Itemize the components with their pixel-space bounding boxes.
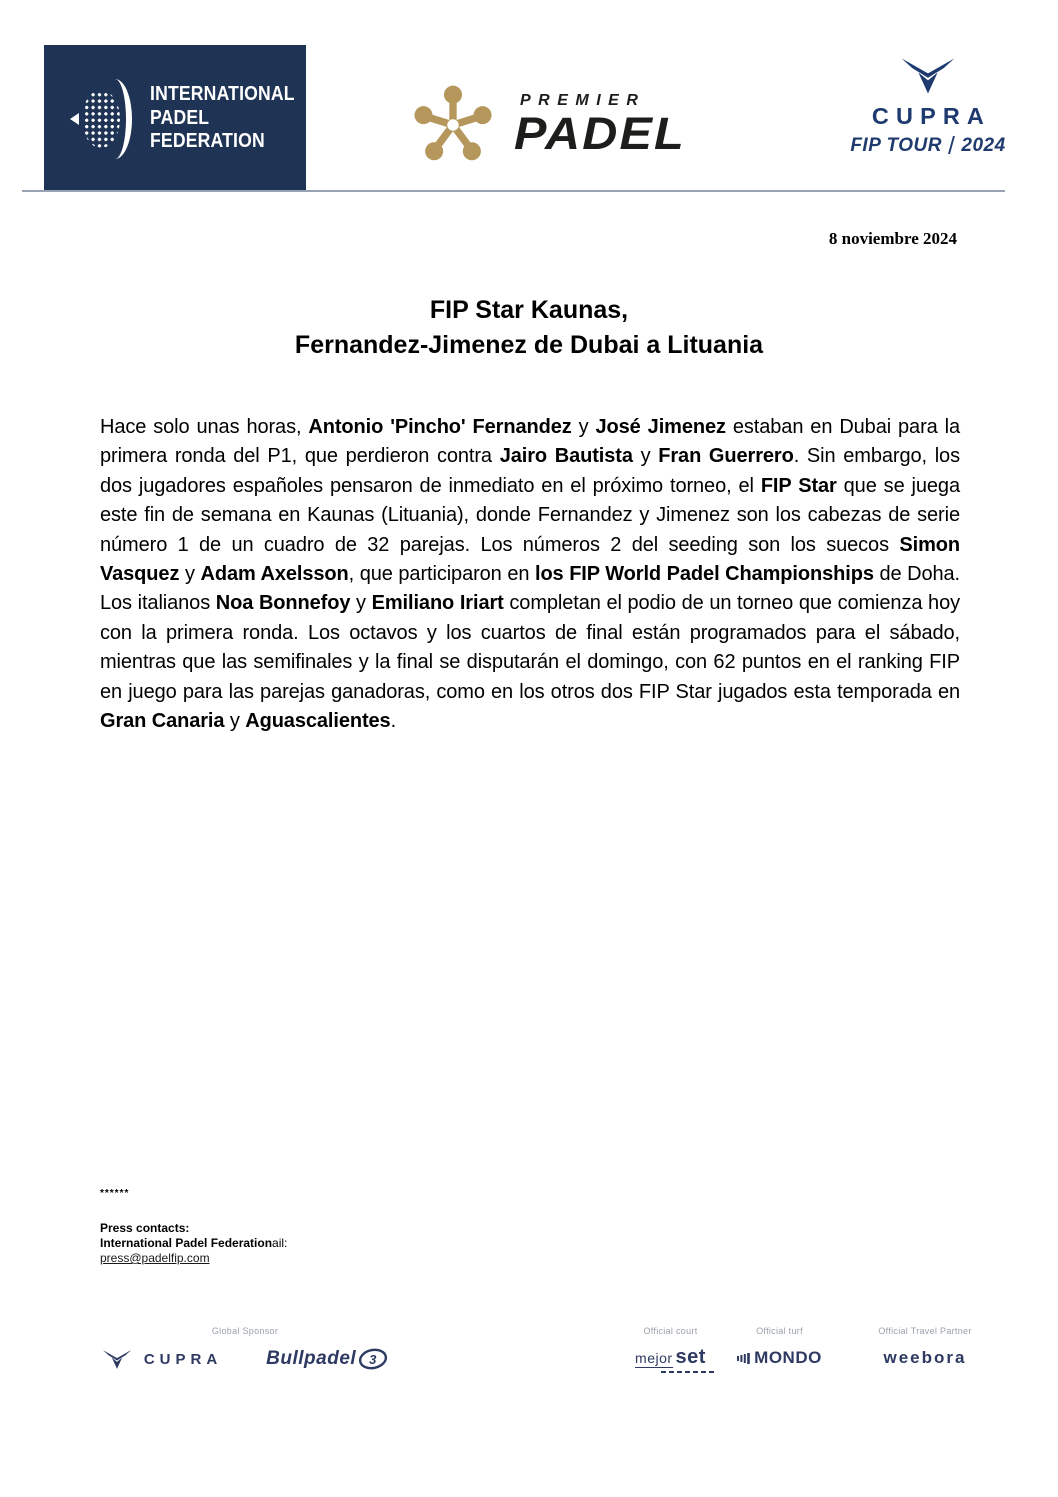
mejorset-tagline-mark (661, 1371, 715, 1373)
document-date: 8 noviembre 2024 (828, 229, 957, 248)
premier-padel-logo (412, 80, 686, 170)
cupra-fip-tour-logo (838, 56, 1018, 160)
cupra-footer-logo: CUPRA (102, 1349, 222, 1370)
bullpadel-ball-icon (358, 1346, 388, 1372)
mondo-logo: MONDO (722, 1348, 837, 1368)
mondo-bars-icon (737, 1351, 751, 1365)
body-paragraph: Hace solo unas horas, Antonio 'Pincho' Fernandez y José Jimenez estaban en Dubai para la primera ronda del P1, que perdieron contra Jairo Bautista y Fran Guerrero. Sin embargo, los dos jugadores españoles pensaron de inmediato en el próximo torneo, el FIP Star que se juega este fin de semana en Kaunas (Lituania), donde Fernandez y Jimenez son los cabezas de serie número 1 de un cuadro de 32 parejas. Los números 2 del seeding son los suecos Simon Vasquez y Adam Axelsson, que participaron en los FIP World Padel Championships de Doha. Los italianos Noa Bonnefoy y Emiliano Iriart completan el podio de un torneo que comienza hoy con la primera ronda. Los octavos y los cuartos de final están programados para el sábado, mientras que las semifinales y la final se disputarán el domingo, con 62 puntos en el ranking FIP en juego para las parejas ganadoras, como en los otros dos FIP Star jugados esta temporada en Gran Canaria y Aguascalientes. (100, 416, 960, 733)
page-title: FIP Star Kaunas, Fernandez-Jimenez de Dubai a Lituania (294, 296, 764, 359)
ipf-logo-text: INTERNATIONAL PADEL FEDERATION (150, 83, 295, 153)
official-travel-partner-group (845, 1326, 1005, 1368)
press-contacts-heading: Press contacts: (100, 1221, 190, 1235)
press-contacts-org: International Padel Federationail: (100, 1236, 288, 1250)
separator-asterisks: ****** (100, 1188, 130, 1199)
svg-text:3: 3 (369, 1352, 378, 1367)
cupra-emblem-icon (102, 1349, 132, 1370)
official-turf-label: Official turf (756, 1326, 803, 1336)
weebora-logo: weebora (883, 1348, 967, 1367)
fip-tour-wordmark: FIP TOUR / 2024 (850, 131, 1006, 160)
official-court-label: Official court (643, 1326, 698, 1336)
gold-flower-icon (412, 80, 494, 170)
padel-racket-icon (70, 79, 134, 159)
cupra-wordmark: CUPRA (872, 103, 992, 129)
mejorset-logo: mejor set (627, 1346, 715, 1373)
press-contacts-block (100, 1186, 287, 1266)
padel-wordmark: PADEL (514, 108, 686, 159)
premier-wordmark: PREMIER (520, 92, 646, 109)
cupra-emblem-icon (900, 56, 956, 96)
sponsor-footer (0, 1326, 1058, 1396)
ipf-logo (44, 45, 306, 192)
official-travel-partner-label: Official Travel Partner (878, 1326, 972, 1336)
global-sponsor-label: Global Sponsor (211, 1326, 279, 1336)
official-turf-group (722, 1326, 837, 1368)
slash-separator: / (947, 131, 956, 160)
global-sponsor-group (60, 1326, 430, 1372)
press-email-link[interactable]: press@padelfip.com (100, 1251, 210, 1265)
header-divider (22, 190, 1005, 192)
bullpadel-logo: Bullpadel 3 (266, 1346, 388, 1372)
